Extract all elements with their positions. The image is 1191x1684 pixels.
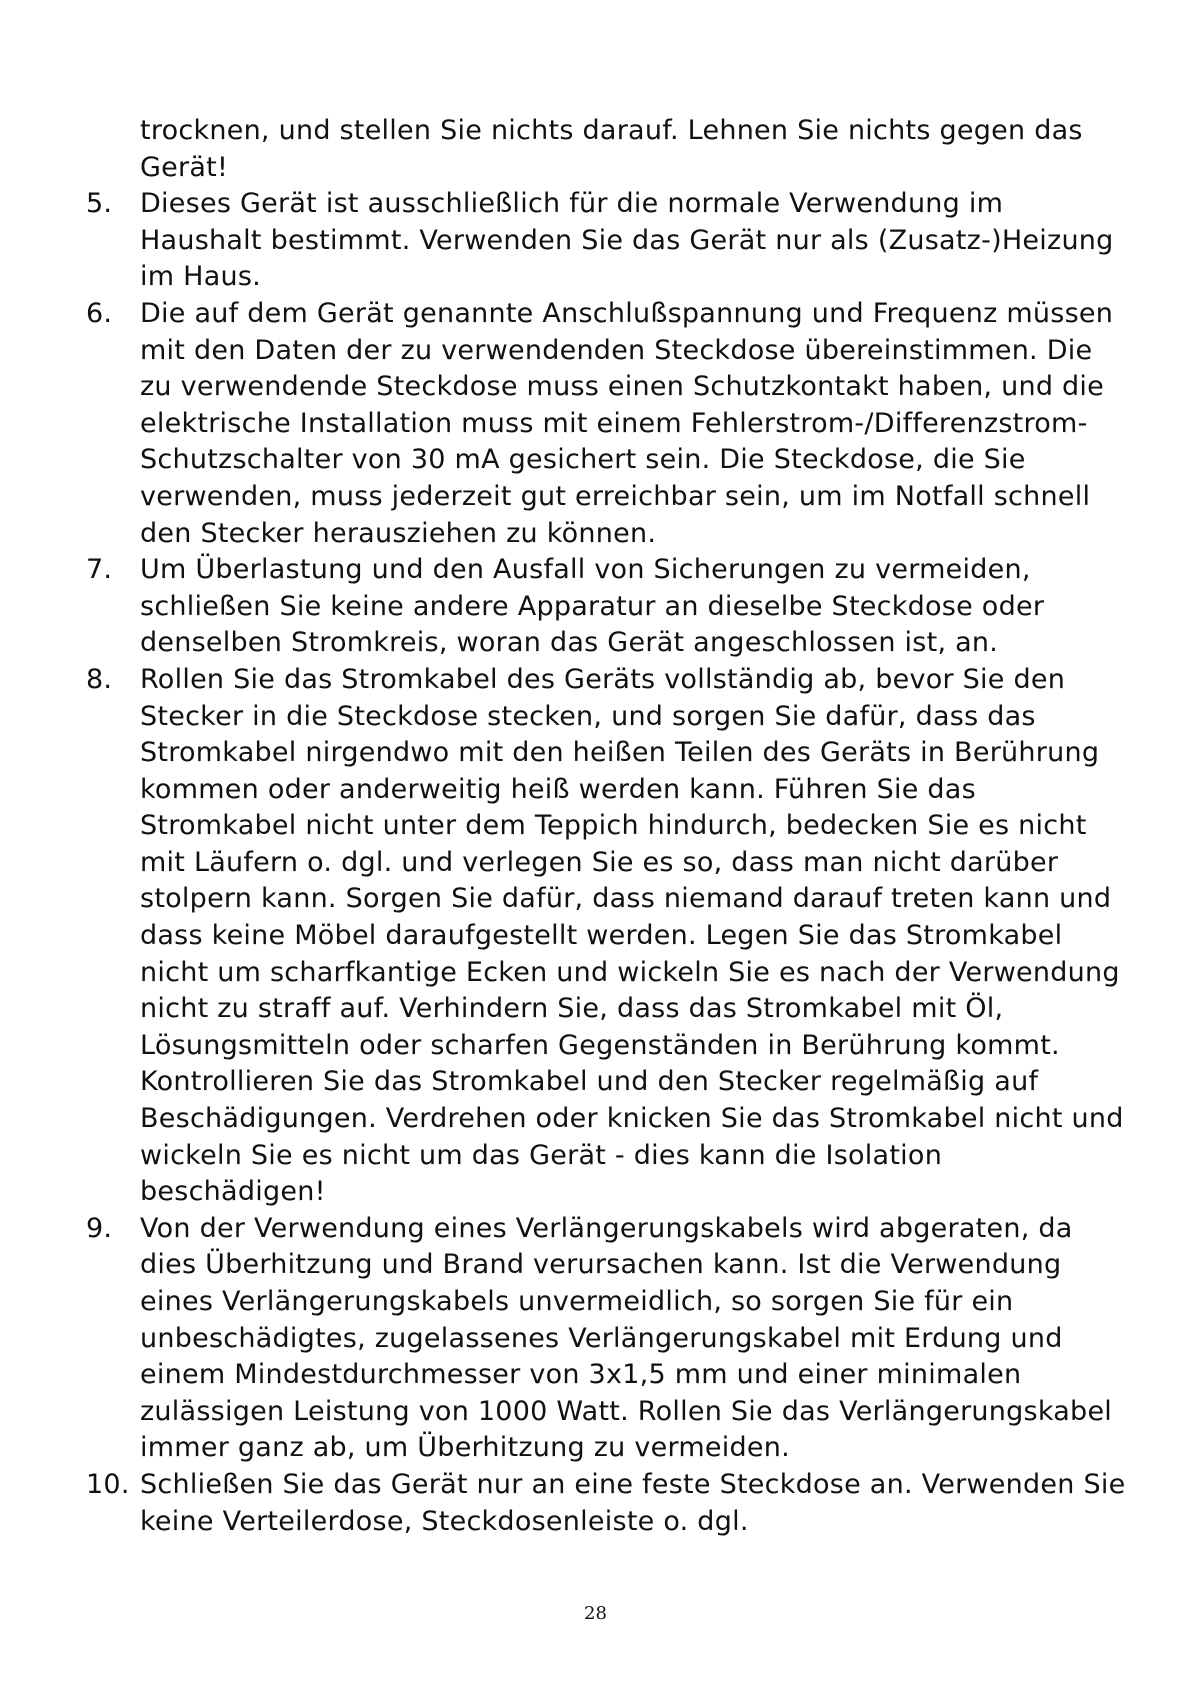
list-item-9 xyxy=(86,1211,1126,1467)
list-number: 5. xyxy=(86,188,113,220)
list-number: 10. xyxy=(86,1468,130,1500)
document-body xyxy=(86,113,1126,1540)
list-item-text: Dieses Gerät ist ausschließlich für die normale Verwendung im Haushalt bestimmt. Verwenden Sie das Gerät nur als (Zusatz-)Heizung im Haus. xyxy=(140,188,1114,293)
list-number: 8. xyxy=(86,663,113,695)
list-item-6 xyxy=(86,296,1126,552)
page-number: 28 xyxy=(584,1603,607,1624)
list-item-text: Schließen Sie das Gerät nur an eine feste Steckdose an. Verwenden Sie keine Verteilerdose, Steckdosenleiste o. dgl. xyxy=(140,1468,1126,1537)
list-item-5 xyxy=(86,186,1126,296)
list-item-8 xyxy=(86,662,1126,1211)
list-item-continuation xyxy=(86,113,1126,186)
list-item-text: Von der Verwendung eines Verlängerungskabels wird abgeraten, da dies Überhitzung und Brand verursachen kann. Ist die Verwendung eines Verlängerungskabels unvermeidlich, so sorgen Sie für ein unbeschädigtes, zugelassenes Verlängerungskabel mit Erdung und einem Mindestdurchmesser von 3x1,5 mm und einer minimalen zulässigen Leistung von 1000 Watt. Rollen Sie das Verlängerungskabel immer ganz ab, um Überhitzung zu vermeiden. xyxy=(140,1212,1113,1464)
list-number: 6. xyxy=(86,297,113,329)
list-number: 9. xyxy=(86,1212,113,1244)
list-item-10 xyxy=(86,1467,1126,1540)
list-item-text: Die auf dem Gerät genannte Anschlußspannung und Frequenz müssen mit den Daten der zu verwendenden Steckdose übereinstimmen. Die zu verwendende Steckdose muss einen Schutzkontakt haben, und die elektrische Installation muss mit einem Fehlerstrom-/Differenzstrom-Schutzschalter von 30 mA gesichert sein. Die Steckdose, die Sie verwenden, muss jederzeit gut erreichbar sein, um im Notfall schnell den Stecker herausziehen zu können. xyxy=(140,297,1114,549)
list-item-text: Um Überlastung und den Ausfall von Sicherungen zu vermeiden, schließen Sie keine andere Apparatur an dieselbe Steckdose oder denselben Stromkreis, woran das Gerät angeschlossen ist, an. xyxy=(140,554,1045,659)
list-item-text: Rollen Sie das Stromkabel des Geräts vollständig ab, bevor Sie den Stecker in die Steckdose stecken, und sorgen Sie dafür, dass das Stromkabel nirgendwo mit den heißen Teilen des Geräts in Berührung kommen oder anderweitig heiß werden kann. Führen Sie das Stromkabel nicht unter dem Teppich hindurch, bedecken Sie es nicht mit Läufern o. dgl. und verlegen Sie es so, dass man nicht darüber stolpern kann. Sorgen Sie dafür, dass niemand darauf treten kann und dass keine Möbel daraufgestellt werden. Legen Sie das Stromkabel nicht um scharfkantige Ecken und wickeln Sie es nach der Verwendung nicht zu straff auf. Verhindern Sie, dass das Stromkabel mit Öl, Lösungsmitteln oder scharfen Gegenständen in Berührung kommt. Kontrollieren Sie das Stromkabel und den Stecker regelmäßig auf Beschädigungen. Verdrehen oder knicken Sie das Stromkabel nicht und wickeln Sie es nicht um das Gerät - dies kann die Isolation beschädigen! xyxy=(140,663,1124,1208)
list-item-7 xyxy=(86,552,1126,662)
continuation-text: trocknen, und stellen Sie nichts darauf. Lehnen Sie nichts gegen das Gerät! xyxy=(140,115,1083,183)
list-number: 7. xyxy=(86,554,113,586)
